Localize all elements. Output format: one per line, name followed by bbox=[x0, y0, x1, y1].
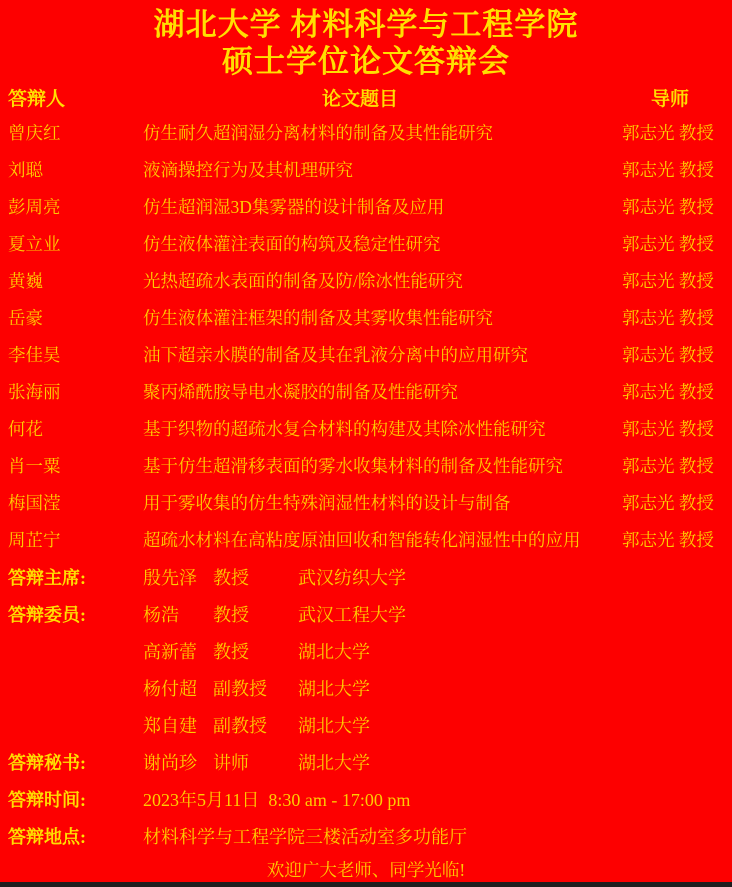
secretary-affiliation: 湖北大学 bbox=[298, 752, 370, 773]
thesis-title: 仿生液体灌注表面的构筑及稳定性研究 bbox=[143, 234, 441, 254]
header-advisor: 导师 bbox=[650, 88, 689, 110]
defender-name: 何花 bbox=[8, 419, 43, 439]
defense-row bbox=[0, 410, 732, 447]
member-name: 郑自建 bbox=[143, 715, 197, 736]
venue-label: 答辩地点: bbox=[8, 826, 86, 847]
member-name: 高新蕾 bbox=[143, 641, 197, 662]
thesis-title: 油下超亲水膜的制备及其在乳液分离中的应用研究 bbox=[143, 345, 528, 365]
time-value: 2023年5月11日 8:30 am - 17:00 pm bbox=[143, 789, 411, 810]
committee-member-row bbox=[0, 632, 732, 669]
advisor-name: 郭志光 教授 bbox=[622, 234, 714, 254]
member-title: 副教授 bbox=[213, 678, 267, 699]
bottom-edge-bar bbox=[0, 882, 732, 887]
defense-row bbox=[0, 262, 732, 299]
chair-title: 教授 bbox=[213, 567, 249, 588]
defense-row bbox=[0, 114, 732, 151]
defense-row bbox=[0, 336, 732, 373]
defense-time-row bbox=[0, 780, 732, 817]
advisor-name: 郭志光 教授 bbox=[622, 382, 714, 402]
defense-row bbox=[0, 447, 732, 484]
advisor-name: 郭志光 教授 bbox=[622, 345, 714, 365]
secretary-title: 讲师 bbox=[213, 752, 249, 773]
advisor-name: 郭志光 教授 bbox=[622, 493, 714, 513]
committee-secretary-row bbox=[0, 743, 732, 780]
member-title: 教授 bbox=[213, 604, 249, 625]
header-thesis-title: 论文题目 bbox=[321, 88, 398, 110]
chair-name: 殷先泽 bbox=[143, 567, 197, 588]
secretary-name: 谢尚珍 bbox=[143, 752, 197, 773]
thesis-title: 超疏水材料在高粘度原油回收和智能转化润湿性中的应用 bbox=[143, 530, 581, 550]
chair-affiliation: 武汉纺织大学 bbox=[298, 567, 406, 588]
defense-row bbox=[0, 225, 732, 262]
defense-row bbox=[0, 521, 732, 558]
advisor-name: 郭志光 教授 bbox=[622, 308, 714, 328]
advisor-name: 郭志光 教授 bbox=[622, 530, 714, 550]
defense-row bbox=[0, 373, 732, 410]
thesis-title: 用于雾收集的仿生特殊润湿性材料的设计与制备 bbox=[143, 493, 511, 513]
advisor-name: 郭志光 教授 bbox=[622, 123, 714, 143]
member-name: 杨浩 bbox=[143, 604, 179, 625]
defense-row bbox=[0, 188, 732, 225]
defense-venue-row bbox=[0, 817, 732, 854]
defender-name: 张海丽 bbox=[8, 382, 61, 402]
thesis-title: 聚丙烯酰胺导电水凝胶的制备及性能研究 bbox=[143, 382, 458, 402]
time-label: 答辩时间: bbox=[8, 789, 86, 810]
page-title bbox=[0, 0, 732, 80]
defender-name: 黄巍 bbox=[8, 271, 43, 291]
member-name: 杨付超 bbox=[143, 678, 197, 699]
thesis-title: 仿生超润湿3D集雾器的设计制备及应用 bbox=[143, 197, 445, 217]
committee-member-row bbox=[0, 706, 732, 743]
defense-row bbox=[0, 299, 732, 336]
advisor-name: 郭志光 教授 bbox=[622, 419, 714, 439]
defender-name: 彭周亮 bbox=[8, 197, 61, 217]
defender-name: 曾庆红 bbox=[8, 123, 61, 143]
defense-row bbox=[0, 151, 732, 188]
member-title: 副教授 bbox=[213, 715, 267, 736]
table-header-row bbox=[0, 80, 732, 114]
welcome-message: 欢迎广大老师、同学光临! bbox=[266, 859, 466, 880]
defender-name: 周芷宁 bbox=[8, 530, 61, 550]
thesis-title: 仿生耐久超润湿分离材料的制备及其性能研究 bbox=[143, 123, 493, 143]
thesis-title: 液滴操控行为及其机理研究 bbox=[143, 160, 353, 180]
member-affiliation: 湖北大学 bbox=[298, 641, 370, 662]
secretary-label: 答辩秘书: bbox=[8, 752, 86, 773]
advisor-name: 郭志光 教授 bbox=[622, 456, 714, 476]
defender-name: 刘聪 bbox=[8, 160, 43, 180]
thesis-title: 仿生液体灌注框架的制备及其雾收集性能研究 bbox=[143, 308, 493, 328]
defender-name: 肖一粟 bbox=[8, 456, 61, 476]
defender-name: 李佳昊 bbox=[8, 345, 61, 365]
defense-row bbox=[0, 484, 732, 521]
committee-member-row bbox=[0, 595, 732, 632]
chair-label: 答辩主席: bbox=[8, 567, 86, 588]
venue-value: 材料科学与工程学院三楼活动室多功能厅 bbox=[143, 826, 467, 847]
advisor-name: 郭志光 教授 bbox=[622, 271, 714, 291]
defender-name: 梅国滢 bbox=[8, 493, 61, 513]
advisor-name: 郭志光 教授 bbox=[622, 160, 714, 180]
defender-name: 岳豪 bbox=[8, 308, 43, 328]
header-defender: 答辩人 bbox=[8, 88, 66, 110]
committee-member-row bbox=[0, 669, 732, 706]
member-affiliation: 湖北大学 bbox=[298, 678, 370, 699]
member-affiliation: 湖北大学 bbox=[298, 715, 370, 736]
committee-chair-row bbox=[0, 558, 732, 595]
member-affiliation: 武汉工程大学 bbox=[298, 604, 406, 625]
members-label: 答辩委员: bbox=[8, 604, 86, 625]
title-line-1: 湖北大学 材料科学与工程学院 bbox=[153, 7, 579, 42]
thesis-title: 基于仿生超滑移表面的雾水收集材料的制备及性能研究 bbox=[143, 456, 563, 476]
member-title: 教授 bbox=[213, 641, 249, 662]
title-line-2: 硕士学位论文答辩会 bbox=[222, 44, 510, 79]
defender-name: 夏立业 bbox=[8, 234, 61, 254]
advisor-name: 郭志光 教授 bbox=[622, 197, 714, 217]
thesis-title: 基于织物的超疏水复合材料的构建及其除冰性能研究 bbox=[143, 419, 546, 439]
thesis-title: 光热超疏水表面的制备及防/除冰性能研究 bbox=[143, 271, 463, 291]
